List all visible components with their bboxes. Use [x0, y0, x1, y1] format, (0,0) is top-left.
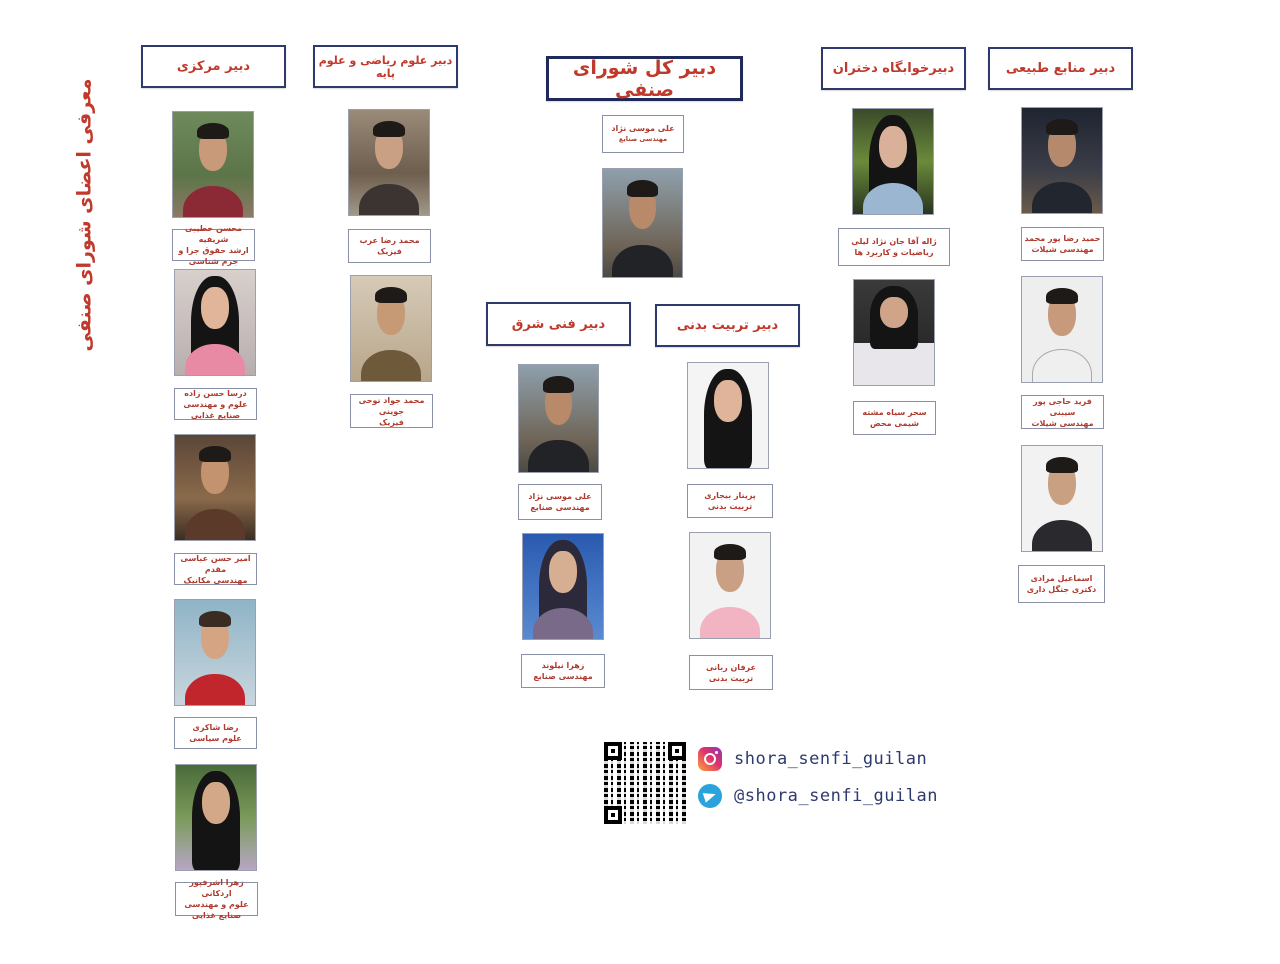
- member-caption: [1021, 395, 1104, 429]
- member-name: فرید حاجی پور سیبنی: [1033, 396, 1092, 417]
- member-caption: [174, 717, 257, 749]
- member-field: دکتری جنگل داری: [1026, 585, 1097, 594]
- member-caption: [1021, 227, 1104, 261]
- member-field: مهندسی شیلات: [1031, 418, 1094, 428]
- member-photo: [175, 764, 257, 871]
- member-name: اسماعیل مرادی: [1030, 574, 1093, 583]
- instagram-icon[interactable]: [698, 747, 722, 771]
- member-photo: [518, 364, 599, 473]
- member-photo: [1021, 107, 1103, 214]
- page-title: معرفی اعضای شورای صنفی: [74, 78, 96, 352]
- member-field: فیزیک: [379, 417, 404, 427]
- member-caption: [175, 878, 258, 920]
- member-field: تربیت بدنی: [708, 673, 754, 683]
- member-caption: [348, 229, 431, 263]
- member-name: درسا حسن زاده: [184, 388, 247, 398]
- member-field: ارشد حقوق جزا و جرم شناسی: [178, 246, 249, 266]
- technical-east-secretary-header: دبیر فنی شرق: [486, 302, 631, 346]
- member-caption: [687, 484, 773, 518]
- member-caption: [838, 228, 950, 266]
- member-name: زهرا اشرفپور اردکانی: [189, 878, 244, 898]
- member-name: زهرا نیلوند: [541, 661, 585, 670]
- member-photo: [687, 362, 769, 469]
- member-name: محسن خطیبی شریفیه: [184, 224, 243, 244]
- member-field: مهندسی صنایع: [533, 672, 593, 681]
- physical-education-secretary-header: دبیر تربیت بدنی: [655, 304, 800, 347]
- member-name: ژاله آقا جان نژاد لیلی: [851, 237, 937, 246]
- member-photo: [522, 533, 604, 640]
- member-name: محمد جواد نوحی جوینی: [358, 395, 425, 416]
- member-photo: [1021, 445, 1103, 552]
- member-photo: [174, 434, 256, 541]
- member-field: علوم و مهندسی صنایع غذایی: [184, 900, 249, 920]
- member-caption: [518, 484, 602, 520]
- member-caption: [1018, 565, 1105, 603]
- member-caption: [172, 224, 255, 266]
- member-photo: [348, 109, 430, 216]
- girls-dorm-secretary-header: دبیرخوابگاه دختران: [821, 47, 966, 90]
- member-field: فیزیک: [377, 247, 402, 256]
- member-photo: [174, 269, 256, 376]
- member-field: مهندسی مکانیک: [183, 575, 248, 585]
- member-caption: [174, 388, 257, 420]
- member-caption: [602, 115, 684, 153]
- member-photo: [602, 168, 683, 278]
- math-science-secretary-header: دبیر علوم ریاضی و علوم پایه: [313, 45, 458, 88]
- member-name: علی موسی نژاد: [611, 124, 675, 133]
- member-field: مهندسی صنایع: [618, 135, 668, 143]
- member-field: ریاضیات و کاربرد ها: [854, 248, 934, 257]
- member-caption: [521, 654, 605, 688]
- central-secretary-header: دبیر مرکزی: [141, 45, 286, 88]
- social-contacts: [600, 738, 960, 828]
- member-name: حمید رضا پور محمد: [1024, 234, 1101, 243]
- member-name: سحر سیاه مشته: [862, 408, 927, 417]
- member-name: علی موسی نژاد: [528, 492, 592, 501]
- member-photo: [350, 275, 432, 382]
- member-name: محمد رضا عرب: [359, 236, 420, 245]
- telegram-icon[interactable]: [698, 784, 722, 808]
- member-field: مهندسی شیلات: [1031, 245, 1094, 254]
- member-photo: [852, 108, 934, 215]
- member-name: رضا شاکری: [192, 723, 239, 732]
- member-photo: [689, 532, 771, 639]
- member-caption: [174, 553, 257, 585]
- instagram-handle[interactable]: shora_senfi_guilan: [734, 749, 928, 769]
- member-photo: [1021, 276, 1103, 383]
- member-name: امیر حسن عباسی مقدم: [180, 553, 251, 574]
- telegram-handle[interactable]: @shora_senfi_guilan: [734, 786, 938, 806]
- member-field: علوم سیاسی: [189, 734, 242, 743]
- vertical-title: [30, 78, 140, 352]
- general-secretary-header: دبیر کل شورای صنفی: [546, 56, 743, 101]
- member-photo: [172, 111, 254, 218]
- member-name: عرفان ربانی: [705, 662, 756, 672]
- qr-code-icon[interactable]: [604, 742, 686, 824]
- member-name: پریناز بیجاری: [704, 491, 756, 500]
- member-photo: [174, 599, 256, 706]
- member-caption: [853, 401, 936, 435]
- member-field: شیمی محض: [869, 419, 919, 428]
- member-field: تربیت بدنی: [707, 502, 753, 511]
- member-photo: [853, 279, 935, 386]
- member-field: علوم و مهندسی صنایع غذایی: [183, 399, 248, 420]
- member-caption: [689, 655, 773, 690]
- member-caption: [350, 394, 433, 428]
- natural-resources-secretary-header: دبیر منابع طبیعی: [988, 47, 1133, 90]
- member-field: مهندسی صنایع: [530, 503, 590, 512]
